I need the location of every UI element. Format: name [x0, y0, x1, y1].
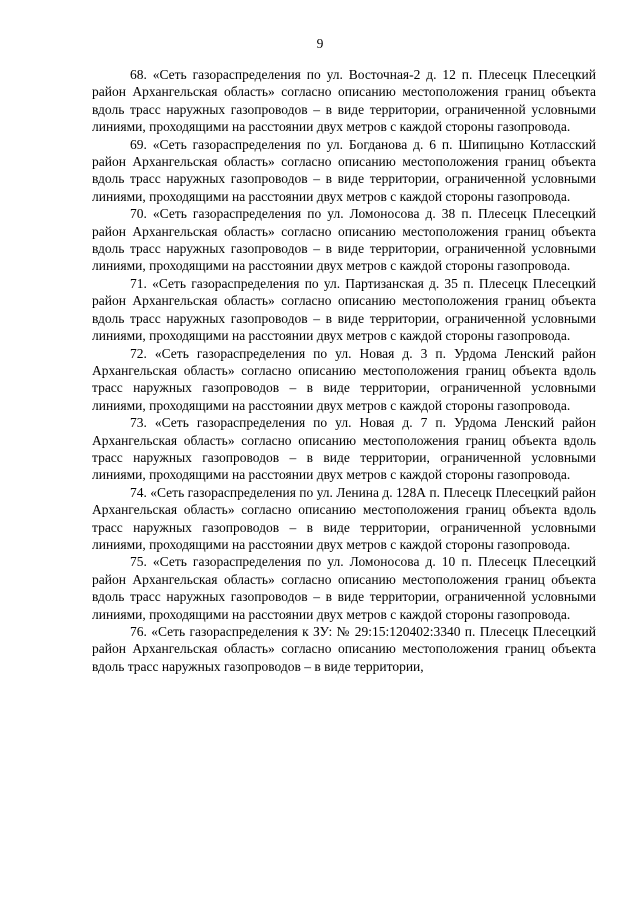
item-text: «Сеть газораспределения по ул. Ломоносова д. 10 п. Плесецк Плесецкий район Архангельская область» согласно описанию местоположения границ объекта вдоль трасс наружных газопроводов – в виде территории, ограниченной условными линиями, проходящими на расстоянии двух метров с каждой стороны газопровода.: [92, 554, 596, 622]
item-text: «Сеть газораспределения по ул. Партизанская д. 35 п. Плесецк Плесецкий район Архангельская область» согласно описанию местоположения границ объекта вдоль трасс наружных газопроводов – в виде территории, ограниченной условными линиями, проходящими на расстоянии двух метров с каждой стороны газопровода.: [92, 275, 596, 344]
list-item: [92, 484, 596, 554]
item-number: 75.: [130, 554, 147, 570]
item-text: «Сеть газораспределения по ул. Ленина д. 128А п. Плесецк Плесецкий район Архангельская область» согласно описанию местоположения границ объекта вдоль трасс наружных газопроводов – в виде территории, ограниченной условными линиями, проходящими на расстоянии двух метров с каждой стороны газопровода.: [92, 484, 597, 552]
document-body: [92, 66, 596, 675]
item-number: 74.: [130, 484, 147, 500]
list-item: [92, 205, 596, 275]
item-text: «Сеть газораспределения по ул. Новая д. 3 п. Урдома Ленский район Архангельская область» согласно описанию местоположения границ объекта вдоль трасс наружных газопроводов – в виде территории, ограниченной условными линиями, проходящими на расстоянии двух метров с каждой стороны газопровода.: [92, 345, 596, 413]
item-number: 69.: [130, 136, 147, 152]
item-text: «Сеть газораспределения по ул. Богданова д. 6 п. Шипицыно Котласский район Архангельская область» согласно описанию местоположения границ объекта вдоль трасс наружных газопроводов – в виде территории, ограниченной условными линиями, проходящими на расстоянии двух метров с каждой стороны газопровода.: [92, 136, 597, 204]
item-text: «Сеть газораспределения по ул. Новая д. 7 п. Урдома Ленский район Архангельская область» согласно описанию местоположения границ объекта вдоль трасс наружных газопроводов – в виде территории, ограниченной условными линиями, проходящими на расстоянии двух метров с каждой стороны газопровода.: [92, 415, 596, 483]
list-item: [92, 275, 596, 345]
list-item: [92, 136, 596, 206]
item-text: «Сеть газораспределения по ул. Ломоносова д. 38 п. Плесецк Плесецкий район Архангельская область» согласно описанию местоположения границ объекта вдоль трасс наружных газопроводов – в виде территории, ограниченной условными линиями, проходящими на расстоянии двух метров с каждой стороны газопровода.: [92, 206, 596, 274]
item-number: 68.: [130, 67, 147, 82]
list-item: [92, 414, 596, 484]
item-number: 71.: [130, 275, 147, 291]
item-number: 70.: [130, 206, 147, 222]
page-number: 9: [316, 36, 324, 51]
item-number: 73.: [130, 415, 147, 431]
item-number: 76.: [130, 624, 147, 639]
list-item: [92, 345, 596, 415]
list-item: [92, 66, 596, 136]
item-text: «Сеть газораспределения по ул. Восточная-2 д. 12 п. Плесецк Плесецкий район Архангельская область» согласно описанию местоположения границ объекта вдоль трасс наружных газопроводов – в виде территории, ограниченной условными линиями, проходящими на расстоянии двух метров с каждой стороны газопровода.: [92, 67, 597, 135]
list-item: [92, 553, 596, 623]
item-text: «Сеть газораспределения к ЗУ: № 29:15:120402:3340 п. Плесецк Плесецкий район Архангельская область» согласно описанию местоположения границ объекта вдоль трасс наружных газопроводов – в виде территории,: [92, 624, 596, 674]
item-number: 72.: [130, 345, 147, 361]
list-item: [92, 623, 596, 675]
